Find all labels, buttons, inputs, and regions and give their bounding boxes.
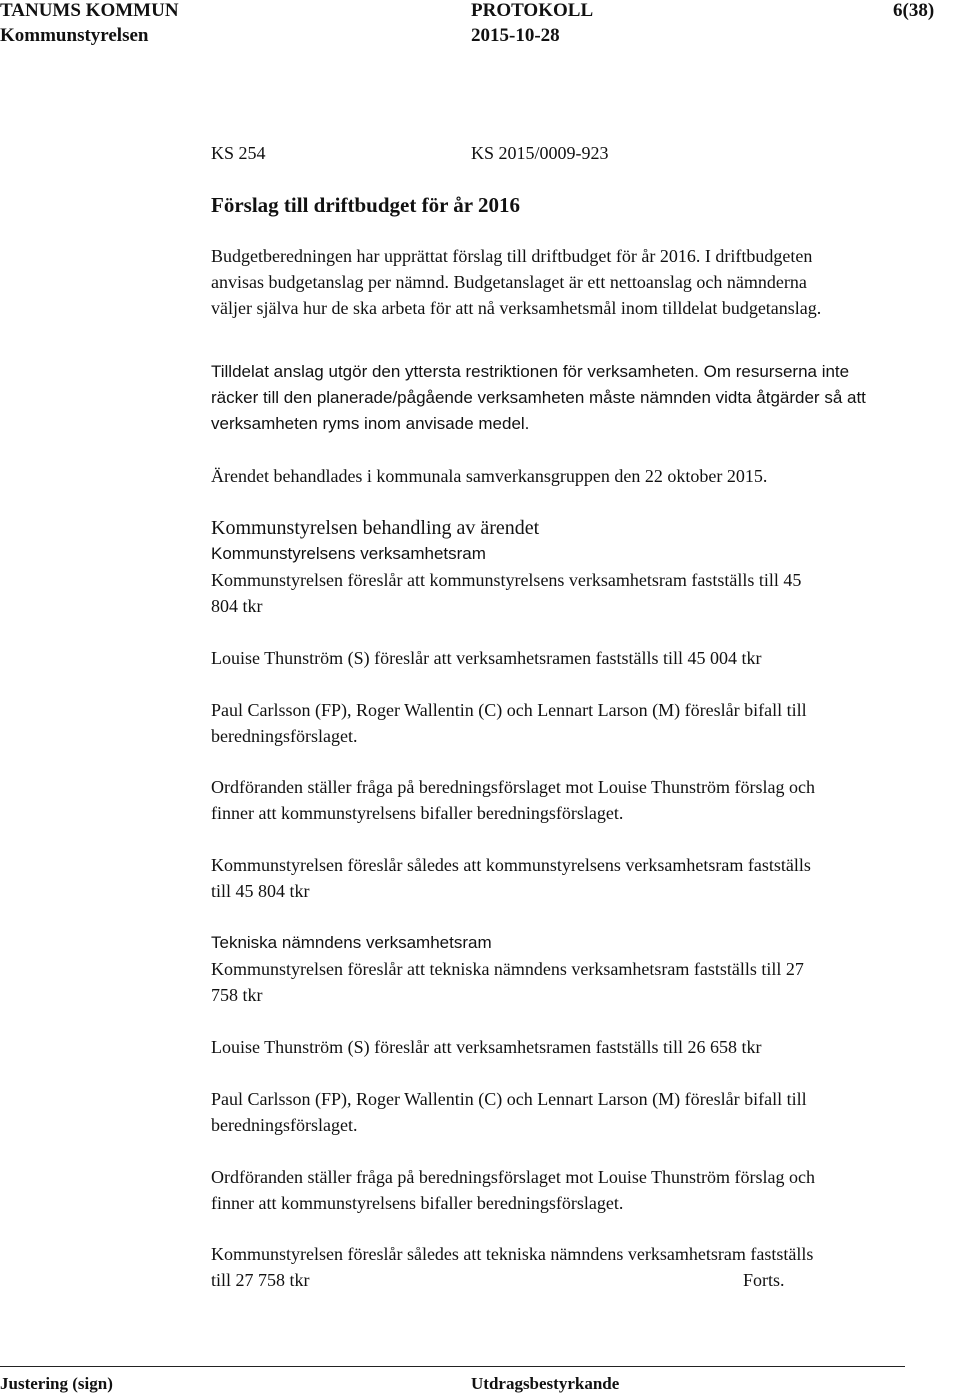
page-number: 6(38): [893, 0, 935, 21]
paragraph-line: Kommunstyrelsen föreslår således att kommunstyrelsens verksamhetsram fastställs: [211, 855, 811, 875]
paragraph-line: finner att kommunstyrelsens bifaller beredningsförslaget.: [211, 803, 624, 823]
paragraph-line: 758 tkr: [211, 985, 263, 1005]
document-type: PROTOKOLL: [471, 0, 594, 21]
paragraph-line: Kommunstyrelsen föreslår att tekniska nämndens verksamhetsram fastställs till 27: [211, 959, 804, 979]
paragraph-line: beredningsförslaget.: [211, 726, 358, 746]
case-reference: KS 2015/0009-923: [471, 143, 609, 163]
meeting-date: 2015-10-28: [471, 25, 560, 46]
paragraph-line: Louise Thunström (S) föreslår att verksamhetsramen fastställs till 45 004 tkr: [211, 648, 762, 668]
subheading-ks: Kommunstyrelsens verksamhetsram: [211, 544, 486, 563]
paragraph-line: finner att kommunstyrelsens bifaller beredningsförslaget.: [211, 1193, 624, 1213]
paragraph-line: beredningsförslaget.: [211, 1115, 358, 1135]
paragraph-line: Ordföranden ställer fråga på beredningsförslaget mot Louise Thunström förslag och: [211, 1167, 815, 1187]
paragraph-line: väljer själva hur de ska arbeta för att nå verksamhetsmål inom tilldelat budgetanslag.: [211, 298, 822, 318]
justering-label: Justering (sign): [0, 1374, 113, 1393]
continued-marker: Forts.: [743, 1270, 785, 1290]
paragraph-line: Ärendet behandlades i kommunala samverkansgruppen den 22 oktober 2015.: [211, 466, 768, 486]
paragraph-line: Louise Thunström (S) föreslår att verksamhetsramen fastställs till 26 658 tkr: [211, 1037, 762, 1057]
paragraph-line: Tilldelat anslag utgör den yttersta restriktionen för verksamheten. Om resurserna inte: [211, 362, 850, 381]
footer-divider: [0, 1366, 905, 1367]
paragraph-line: till 27 758 tkr: [211, 1270, 310, 1290]
utdragsbestyrkande-label: Utdragsbestyrkande: [471, 1374, 620, 1393]
paragraph-line: Ordföranden ställer fråga på beredningsförslaget mot Louise Thunström förslag och: [211, 777, 815, 797]
paragraph-line: Kommunstyrelsen föreslår således att tekniska nämndens verksamhetsram fastställs: [211, 1244, 814, 1264]
paragraph-line: 804 tkr: [211, 596, 263, 616]
paragraph-line: Paul Carlsson (FP), Roger Wallentin (C) och Lennart Larson (M) föreslår bifall till: [211, 700, 807, 720]
subheading-tn: Tekniska nämndens verksamhetsram: [211, 933, 492, 952]
paragraph-line: Budgetberedningen har upprättat förslag till driftbudget för år 2016. I driftbudgeten: [211, 246, 813, 266]
committee-name: Kommunstyrelsen: [0, 25, 149, 46]
paragraph-line: Paul Carlsson (FP), Roger Wallentin (C) och Lennart Larson (M) föreslår bifall till: [211, 1089, 807, 1109]
municipality-name: TANUMS KOMMUN: [0, 0, 179, 21]
case-title: Förslag till driftbudget för år 2016: [211, 193, 520, 217]
paragraph-line: anvisas budgetanslag per nämnd. Budgetanslaget är ett nettoanslag och nämnderna: [211, 272, 807, 292]
paragraph-line: till 45 804 tkr: [211, 881, 310, 901]
paragraph-line: Kommunstyrelsen föreslår att kommunstyrelsens verksamhetsram fastställs till 45: [211, 570, 802, 590]
paragraph-line: verksamheten ryms inom anvisade medel.: [211, 414, 530, 433]
paragraph-line: räcker till den planerade/pågående verksamheten måste nämnden vidta åtgärder så att: [211, 388, 866, 407]
case-number: KS 254: [211, 143, 266, 163]
section-heading: Kommunstyrelsen behandling av ärendet: [211, 517, 540, 539]
